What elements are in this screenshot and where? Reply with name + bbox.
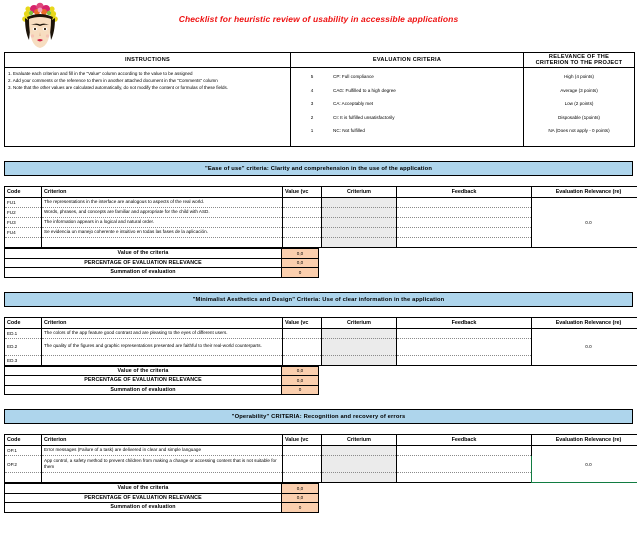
info-table-body-row <box>5 68 635 147</box>
cell-feedback[interactable] <box>397 446 532 456</box>
section-banner-minimalist-design: "Minimalist Aesthetics and Design" Criteria: Use of clear information in the application <box>4 292 633 307</box>
summary-row-value <box>5 366 319 376</box>
cell-value[interactable] <box>283 198 322 208</box>
cell-code <box>5 238 42 248</box>
summary-row-value <box>5 484 319 494</box>
cell-criterium[interactable] <box>322 218 397 228</box>
cell-criterion: Error messages (Failure of a task) are delivered in clear and simple language <box>42 446 283 456</box>
evaluation-criteria-row <box>291 84 523 98</box>
col-header-criterion: Criterion <box>42 435 283 446</box>
criteria-text: NC: Not fulfilled <box>333 128 365 134</box>
criteria-score: 1 <box>310 128 314 134</box>
summary-label-summation: Summation of evaluation <box>5 268 282 278</box>
summary-table <box>4 366 319 396</box>
cell-evaluation-relevance[interactable]: 0.0 <box>532 328 637 365</box>
cell-criterion: Se evidencia un manejo coherente e intuitivo en todas las fases de la aplicación. <box>42 228 283 238</box>
summary-label-percentage: PERCENTAGE OF EVALUATION RELEVANCE <box>5 493 282 503</box>
cell-code: ED.2 <box>5 338 42 355</box>
summary-value-criteria: 0,0 <box>282 484 319 494</box>
cell-feedback[interactable] <box>397 198 532 208</box>
evaluation-criteria-row <box>291 97 523 111</box>
criteria-text: CAG: Fulfilled to a high degree <box>333 87 396 93</box>
cell-feedback[interactable] <box>397 355 532 365</box>
page-header <box>0 0 637 52</box>
criteria-table-header-row <box>5 187 637 198</box>
cell-code: FU3 <box>5 218 42 228</box>
instruction-line: 1. Evaluate each criterion and fill in the "Value" column according to the value to be assigned <box>8 71 193 76</box>
col-header-criterion: Criterion <box>42 317 283 328</box>
summary-value-summation: 0 <box>282 503 319 513</box>
section-banner-operability: "Operability" CRITERIA: Recognition and recovery of errors <box>4 409 633 424</box>
col-header-feedback: Feedback <box>397 187 532 198</box>
summary-label-summation: Summation of evaluation <box>5 503 282 513</box>
info-table <box>4 52 635 147</box>
evaluation-criteria-row <box>291 124 523 138</box>
section-banner-ease-of-use: "Ease of use" criteria: Clarity and comprehension in the use of the application <box>4 161 633 176</box>
cell-criterium[interactable] <box>322 198 397 208</box>
page-title: Checklist for heuristic review of usability in accessible applications <box>178 14 459 24</box>
col-header-criterium: Criterium <box>322 435 397 446</box>
summary-label-percentage: PERCENTAGE OF EVALUATION RELEVANCE <box>5 258 282 268</box>
col-header-value: Value (vc <box>283 317 322 328</box>
cell-feedback[interactable] <box>397 238 532 248</box>
table-row[interactable] <box>5 446 637 456</box>
evaluation-criteria-row <box>291 111 523 125</box>
relevance-header-line2: CRITERION TO THE PROJECT <box>535 60 623 66</box>
summary-row-percentage <box>5 258 319 268</box>
cell-value[interactable] <box>283 473 322 483</box>
summary-table <box>4 483 319 513</box>
cell-criterion <box>42 473 283 483</box>
cell-criterium[interactable] <box>322 338 397 355</box>
summary-label-summation: Summation of evaluation <box>5 385 282 395</box>
summary-value-criteria: 0,0 <box>282 249 319 259</box>
summary-row-summation <box>5 385 319 395</box>
criteria-score: 5 <box>310 74 314 80</box>
col-header-code: Code <box>5 317 42 328</box>
col-header-criterium: Criterium <box>322 317 397 328</box>
relevance-row: Low (2 points) <box>564 101 594 106</box>
info-table-wrapper <box>4 52 633 147</box>
summary-table <box>4 248 319 278</box>
relevance-row: High (4 points) <box>564 74 594 79</box>
col-header-feedback: Feedback <box>397 317 532 328</box>
cell-value[interactable] <box>283 446 322 456</box>
col-header-value: Value (vc <box>283 435 322 446</box>
cell-criterion: App control, a safety method to prevent children from making a change or accessing content that is not suitable for them <box>42 456 283 473</box>
cell-criterion: The information appears in a logical and natural order. <box>42 218 283 228</box>
evaluation-criteria-cell <box>291 68 524 147</box>
relevance-row: Disposable (1points) <box>558 114 600 120</box>
relevance-header-line1: RELEVANCE OF THE <box>548 53 610 60</box>
col-header-code: Code <box>5 435 42 446</box>
instruction-line: 3. Note that the other values are calculated automatically, do not modify the content or formulas of these fields. <box>8 85 229 91</box>
cell-criterion: The representations in the interface are analogous to aspects of the real world. <box>42 198 283 208</box>
cell-criterium[interactable] <box>322 456 397 473</box>
summary-value-criteria: 0,0 <box>282 366 319 376</box>
col-header-relevance: Evaluation Relevance (re) <box>532 435 637 446</box>
instructions-cell <box>5 68 291 147</box>
col-header-feedback: Feedback <box>397 435 532 446</box>
section-operability <box>4 434 633 513</box>
summary-value-percentage: 0,0 <box>282 258 319 268</box>
cell-feedback[interactable] <box>397 328 532 338</box>
cell-feedback[interactable] <box>397 456 532 473</box>
summary-value-summation: 0 <box>282 268 319 278</box>
cell-criterion: Words, phrases, and concepts are familiar and appropriate for the child with ASD. <box>42 208 283 218</box>
criteria-table-header-row <box>5 435 637 446</box>
evaluation-criteria-header: EVALUATION CRITERIA <box>291 53 524 68</box>
cell-value[interactable] <box>283 218 322 228</box>
instruction-line: 2. Add your comments or the reference to them in another attached document in thw "Comments" column <box>8 78 218 84</box>
cell-code: FU1 <box>5 198 42 208</box>
col-header-relevance: Evaluation Relevance (re) <box>532 317 637 328</box>
cell-code: OP.2 <box>5 456 42 473</box>
cell-value[interactable] <box>283 208 322 218</box>
cell-value[interactable] <box>283 456 322 473</box>
summary-row-percentage <box>5 376 319 386</box>
frida-kahlo-avatar-icon <box>18 2 62 50</box>
info-table-header-row <box>5 53 635 68</box>
cell-feedback[interactable] <box>397 473 532 483</box>
criteria-score: 4 <box>310 87 314 93</box>
cell-criterion: The colors of the app feature good contrast and are pleasing to the eyes of different users. <box>42 328 283 338</box>
criteria-table-header-row <box>5 317 637 328</box>
summary-row-value <box>5 249 319 259</box>
col-header-criterion: Criterion <box>42 187 283 198</box>
cell-code: FU4 <box>5 228 42 238</box>
col-header-criterium: Criterium <box>322 187 397 198</box>
criteria-text: CA: Acceptably met <box>333 101 374 107</box>
cell-value[interactable] <box>283 328 322 338</box>
cell-code: OP.1 <box>5 446 42 456</box>
cell-criterium[interactable] <box>322 208 397 218</box>
table-row[interactable] <box>5 198 637 208</box>
cell-value[interactable] <box>283 238 322 248</box>
cell-criterium[interactable] <box>322 473 397 483</box>
cell-code <box>5 473 42 483</box>
cell-code: ED.1 <box>5 328 42 338</box>
summary-value-summation: 0 <box>282 385 319 395</box>
cell-feedback[interactable] <box>397 208 532 218</box>
criteria-table <box>4 317 637 366</box>
cell-criterium[interactable] <box>322 446 397 456</box>
relevance-row: NA (Does not apply - 0 points) <box>548 128 610 133</box>
col-header-code: Code <box>5 187 42 198</box>
cell-criterium[interactable] <box>322 328 397 338</box>
section-minimalist-design <box>4 317 633 396</box>
criteria-table <box>4 434 637 483</box>
summary-label-percentage: PERCENTAGE OF EVALUATION RELEVANCE <box>5 376 282 386</box>
criteria-text: CP: Full compliance <box>333 74 374 80</box>
cell-feedback[interactable] <box>397 218 532 228</box>
summary-label-value: Value of the criteria <box>5 366 282 376</box>
col-header-value: Value (vc <box>283 187 322 198</box>
summary-row-summation <box>5 268 319 278</box>
criteria-score: 2 <box>310 114 314 120</box>
cell-feedback[interactable] <box>397 338 532 355</box>
summary-row-summation <box>5 503 319 513</box>
cell-code: FU2 <box>5 208 42 218</box>
cell-criterion <box>42 238 283 248</box>
cell-evaluation-relevance[interactable]: 0.0 <box>532 446 637 483</box>
summary-value-percentage: 0,0 <box>282 493 319 503</box>
cell-criterium[interactable] <box>322 228 397 238</box>
relevance-header <box>524 53 635 68</box>
cell-value[interactable] <box>283 228 322 238</box>
cell-code: ED.3 <box>5 355 42 365</box>
cell-criterion <box>42 355 283 365</box>
col-header-relevance: Evaluation Relevance (re) <box>532 187 637 198</box>
relevance-row: Average (3 points) <box>560 87 598 93</box>
evaluation-criteria-row <box>291 70 523 84</box>
instructions-header: INSTRUCTIONS <box>5 53 291 68</box>
cell-criterium[interactable] <box>322 238 397 248</box>
table-row[interactable] <box>5 328 637 338</box>
cell-value[interactable] <box>283 355 322 365</box>
criteria-table <box>4 186 637 248</box>
summary-label-value: Value of the criteria <box>5 484 282 494</box>
section-ease-of-use <box>4 186 633 278</box>
cell-evaluation-relevance[interactable]: 0.0 <box>532 198 637 248</box>
criteria-text: CI: It is fulfilled unsatisfactorily <box>333 114 395 120</box>
summary-row-percentage <box>5 493 319 503</box>
relevance-cell <box>524 68 635 147</box>
cell-value[interactable] <box>283 338 322 355</box>
cell-feedback[interactable] <box>397 228 532 238</box>
cell-criterion: The quality of the figures and graphic representations presented are faithful to their real-world counterparts. <box>42 338 283 355</box>
summary-value-percentage: 0,0 <box>282 376 319 386</box>
criteria-score: 3 <box>310 101 314 107</box>
summary-label-value: Value of the criteria <box>5 249 282 259</box>
cell-criterium[interactable] <box>322 355 397 365</box>
